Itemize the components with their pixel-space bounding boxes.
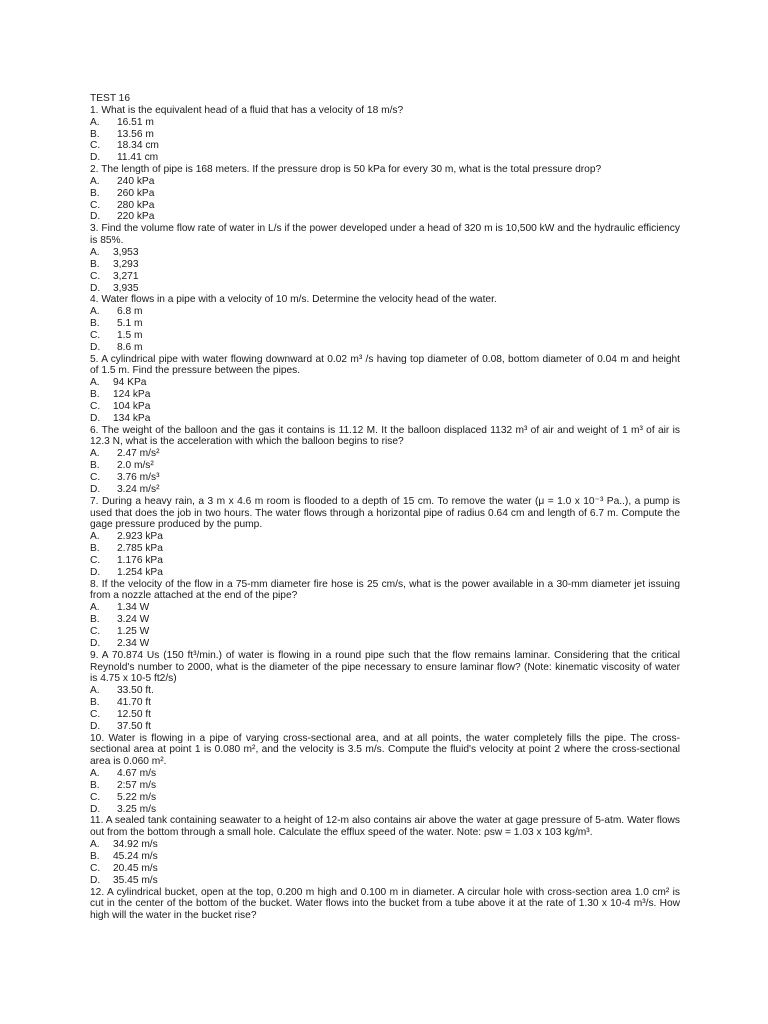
option-value: 3,935 [113, 282, 139, 294]
option-letter: A. [90, 839, 100, 851]
question-text: 1. What is the equivalent head of a fluid that has a velocity of 18 m/s? [90, 104, 404, 116]
option-value: 3,293 [113, 258, 139, 270]
answer-option [90, 839, 680, 851]
option-letter: B. [90, 697, 100, 709]
answer-option [90, 152, 680, 164]
answer-option [90, 472, 680, 484]
option-letter: C. [90, 472, 101, 483]
option-letter: B. [90, 460, 100, 472]
answer-option [90, 614, 680, 626]
question-text: 6. The weight of the balloon and the gas it contains is 11.12 M. It the balloon displaced 1132 m³ of air and weight of 1 m³ of air is 12.3 N, what is the acceleration with which the balloon begins to rise? [90, 424, 680, 448]
option-value: 2.34 W [117, 637, 150, 649]
answer-option [90, 283, 680, 295]
option-letter: A. [90, 685, 100, 697]
option-letter: B. [90, 187, 100, 199]
option-value: 5.1 m [117, 318, 143, 330]
option-letter: A. [90, 602, 100, 614]
option-letter: C. [90, 199, 101, 211]
option-letter: C. [90, 708, 101, 720]
answer-option [90, 697, 680, 709]
option-letter: A. [90, 531, 100, 543]
answer-option [90, 413, 680, 425]
answer-option [90, 531, 680, 543]
option-value: 3.76 m/s³ [117, 472, 160, 483]
document-page [90, 93, 680, 922]
option-letter: A. [90, 377, 100, 389]
answer-option [90, 638, 680, 650]
option-value: 5.22 m/s [117, 791, 157, 803]
answer-option [90, 768, 680, 780]
option-value: 18.34 cm [117, 140, 159, 152]
option-letter: B. [90, 614, 100, 626]
option-letter: B. [90, 779, 100, 791]
option-value: 2:57 m/s [117, 779, 157, 791]
option-letter: C. [90, 140, 101, 152]
option-value: 6.8 m [117, 306, 143, 318]
option-value: 37.50 ft [117, 720, 151, 732]
option-letter: B. [90, 318, 100, 330]
option-letter: C. [90, 329, 101, 341]
page-title: TEST 16 [90, 93, 131, 104]
answer-option [90, 318, 680, 330]
answer-option [90, 140, 680, 152]
option-value: 8.6 m [117, 341, 143, 353]
answer-option [90, 129, 680, 141]
question-text: 2. The length of pipe is 168 meters. If the pressure drop is 50 kPa for every 30 m, what is the total pressure drop? [90, 164, 602, 176]
option-value: 20.45 m/s [113, 862, 158, 874]
option-letter: A. [90, 116, 100, 128]
option-value: 4.67 m/s [117, 768, 157, 780]
option-value: 41.70 ft [117, 697, 151, 709]
option-letter: B. [90, 258, 100, 270]
answer-option [90, 306, 680, 318]
option-value: 3,953 [113, 246, 139, 258]
answer-option [90, 863, 680, 875]
option-letter: C. [90, 791, 101, 803]
option-letter: D. [90, 637, 101, 649]
option-letter: D. [90, 566, 101, 578]
question-text: 9. A 70.874 Us (150 ft³/min.) of water is flowing in a round pipe such that the flow remains laminar. Considering that the critical Reynold's number to 2000, what is the diameter of the pipe necessary to ensure laminar flow? (Note: kinematic viscosity of water is 4.75 x 10-5 ft2/s) [90, 649, 680, 685]
option-value: 13.56 m [117, 128, 154, 140]
option-value: 94 KPa [113, 377, 147, 389]
answer-option [90, 543, 680, 555]
answer-option [90, 188, 680, 200]
answer-option [90, 460, 680, 472]
option-value: 1.34 W [117, 602, 150, 614]
answer-option [90, 602, 680, 614]
question-list [90, 105, 680, 922]
answer-option [90, 247, 680, 259]
answer-option [90, 875, 680, 887]
answer-option [90, 721, 680, 733]
answer-option [90, 389, 680, 401]
option-value: 45.24 m/s [113, 851, 158, 862]
answer-option [90, 792, 680, 804]
answer-option [90, 484, 680, 496]
option-letter: A. [90, 448, 100, 460]
option-value: 3.24 W [117, 614, 150, 626]
option-value: 134 kPa [113, 412, 151, 424]
option-letter: B. [90, 543, 100, 555]
option-letter: D. [90, 282, 101, 294]
answer-option [90, 401, 680, 413]
option-value: 16.51 m [117, 116, 154, 128]
option-value: 2.923 kPa [117, 531, 163, 543]
option-letter: D. [90, 412, 101, 424]
option-letter: B. [90, 851, 100, 862]
answer-option [90, 342, 680, 354]
option-letter: D. [90, 211, 101, 223]
option-value: 2.0 m/s² [117, 460, 154, 472]
option-letter: D. [90, 483, 101, 495]
option-letter: D. [90, 720, 101, 732]
option-value: 280 kPa [117, 199, 155, 211]
question-text: 4. Water flows in a pipe with a velocity of 10 m/s. Determine the velocity head of the water. [90, 294, 497, 306]
option-letter: C. [90, 270, 101, 282]
answer-option [90, 176, 680, 188]
option-value: 3,271 [113, 270, 139, 282]
option-value: 35.45 m/s [113, 874, 158, 886]
option-letter: C. [90, 554, 101, 566]
question-text: 7. During a heavy rain, a 3 m x 4.6 m room is flooded to a depth of 15 cm. To remove the water (μ = 1.0 x 10⁻³ Pa..), a pump is used that does the job in two hours. The water flows through a horizontal pipe of radius 0.64 cm and length of 6.7 m. Compute the gage pressure produced by the pump. [90, 495, 680, 531]
answer-option [90, 555, 680, 567]
option-value: 240 kPa [117, 175, 155, 187]
answer-option [90, 567, 680, 579]
option-value: 124 kPa [113, 389, 151, 401]
option-letter: A. [90, 306, 100, 318]
answer-option [90, 330, 680, 342]
option-value: 1.25 W [117, 625, 150, 637]
option-value: 220 kPa [117, 211, 155, 223]
answer-option [90, 200, 680, 212]
option-letter: B. [90, 128, 100, 140]
option-value: 1.5 m [117, 329, 143, 341]
answer-option [90, 804, 680, 816]
option-letter: D. [90, 803, 101, 815]
option-letter: A. [90, 768, 100, 780]
option-value: 12.50 ft [117, 708, 151, 720]
option-value: 2.785 kPa [117, 543, 163, 555]
option-letter: C. [90, 862, 101, 874]
option-value: 33.50 ft. [117, 685, 154, 697]
option-letter: A. [90, 175, 100, 187]
option-value: 260 kPa [117, 187, 155, 199]
option-value: 1.254 kPa [117, 566, 163, 578]
answer-option [90, 709, 680, 721]
question-text: 10. Water is flowing in a pipe of varying cross-sectional area, and at all points, the water completely fills the pipe. The cross-sectional area at point 1 is 0.080 m², and the velocity is 3.5 m/s. Compute the fluid's velocity at point 2 where the cross-sectional area is 0.060 m². [90, 732, 680, 768]
question-text: 8. If the velocity of the flow in a 75-mm diameter fire hose is 25 cm/s, what is the power available in a 30-mm diameter jet issuing from a nozzle attached at the end of the pipe? [90, 578, 680, 602]
option-value: 3.24 m/s² [117, 483, 160, 495]
answer-option [90, 377, 680, 389]
answer-option [90, 626, 680, 638]
option-letter: D. [90, 874, 101, 886]
question-text: 12. A cylindrical bucket, open at the top, 0.200 m high and 0.100 m in diameter. A circular hole with cross-section area 1.0 cm² is cut in the center of the bottom of the bucket. Water flows into the bucket from a tube above it at the rate of 1.30 x 10-4 m³/s. How high will the water in the bucket rise? [90, 886, 680, 922]
question-text: 3. Find the volume flow rate of water in L/s if the power developed under a head of 320 m is 10,500 kW and the hydraulic efficiency is 85%. [90, 223, 680, 247]
option-value: 2.47 m/s² [117, 448, 160, 460]
option-value: 34.92 m/s [113, 839, 158, 851]
option-letter: C. [90, 400, 101, 412]
option-value: 3.25 m/s [117, 803, 157, 815]
option-value: 11.41 cm [117, 152, 159, 164]
answer-option [90, 685, 680, 697]
option-letter: A. [90, 246, 100, 258]
answer-option [90, 448, 680, 460]
answer-option [90, 851, 680, 863]
option-letter: D. [90, 152, 101, 164]
answer-option [90, 780, 680, 792]
answer-option [90, 211, 680, 223]
question-text: 11. A sealed tank containing seawater to a height of 12-m also contains air above the water at gage pressure of 5-atm. Water flows out from the bottom through a small hole. Calculate the efflux speed of the water. Note: ρsw = 1.03 x 103 kg/m³. [90, 815, 680, 839]
answer-option [90, 259, 680, 271]
option-letter: C. [90, 625, 101, 637]
option-letter: D. [90, 341, 101, 353]
option-value: 104 kPa [113, 400, 151, 412]
option-value: 1.176 kPa [117, 554, 163, 566]
question-text: 5. A cylindrical pipe with water flowing downward at 0.02 m³ /s having top diameter of 0.08, bottom diameter of 0.04 m and height of 1.5 m. Find the pressure between the pipes. [90, 353, 680, 377]
option-letter: B. [90, 389, 100, 401]
answer-option [90, 271, 680, 283]
answer-option [90, 117, 680, 129]
